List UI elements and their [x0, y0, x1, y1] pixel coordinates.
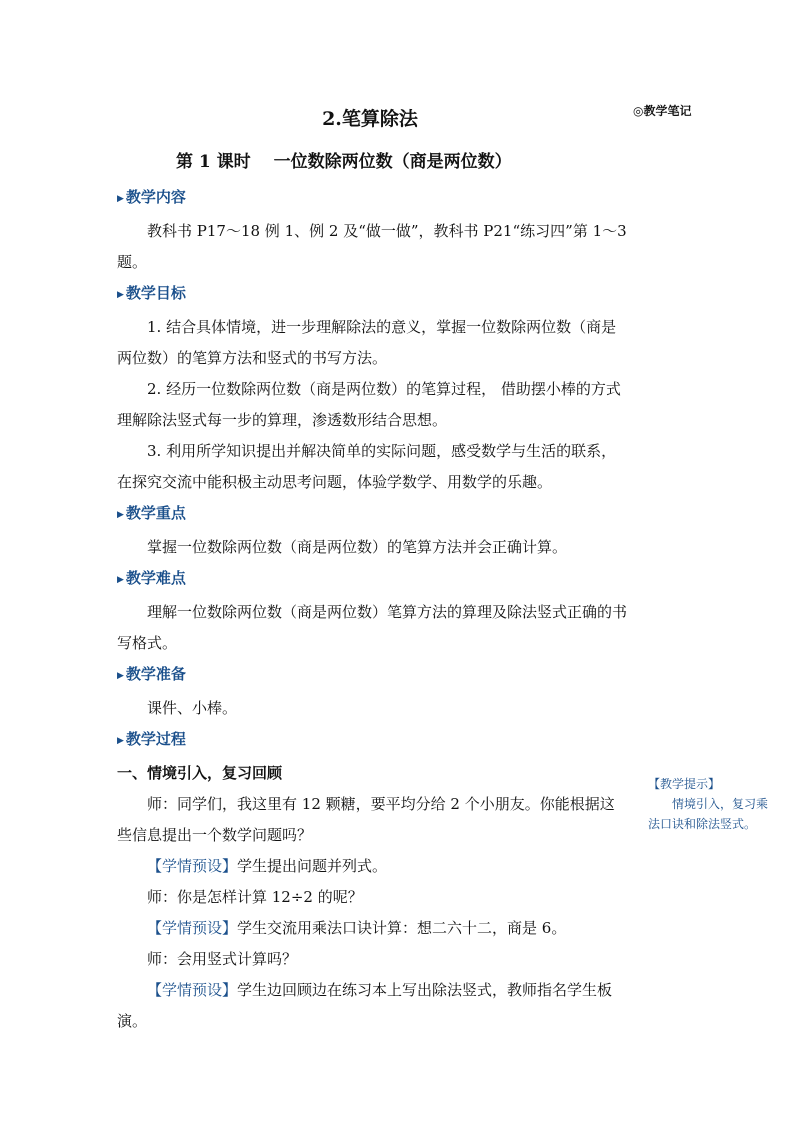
prediction-tag: 【学情预设】 [147, 857, 238, 875]
teaching-notes-label: ◎教学笔记 [633, 104, 692, 118]
prediction-tag: 【学情预设】 [147, 919, 238, 937]
heading-difficulties [117, 563, 627, 597]
teacher-line-3: 师：会用竖式计算吗？ [147, 950, 298, 968]
heading-label: 教学准备 [125, 665, 186, 683]
teaching-tip-box [648, 774, 774, 834]
prediction-text: 学生交流用乘法口诀计算：想二六十二，商是 6。 [237, 919, 567, 937]
heading-teaching-content [117, 182, 627, 216]
heading-key-points [117, 498, 627, 532]
heading-teaching-process [117, 724, 627, 758]
heading-label: 教学重点 [125, 504, 186, 522]
heading-label: 教学难点 [125, 569, 186, 587]
key-points-text: 掌握一位数除两位数（商是两位数）的笔算方法并会正确计算。 [147, 538, 568, 556]
triangle-bullet-icon: ▶ [117, 671, 124, 681]
section-title: 2.笔算除法 [322, 108, 418, 130]
teacher-line-2: 师：你是怎样计算 12÷2 的呢？ [147, 888, 363, 906]
prediction-text: 学生边回顾边在练习本上写出除法竖式，教师指名学生板演。 [117, 981, 613, 1030]
triangle-bullet-icon: ▶ [117, 575, 124, 585]
triangle-bullet-icon: ▶ [117, 736, 124, 746]
triangle-bullet-icon: ▶ [117, 290, 124, 300]
student-prediction-2 [117, 913, 627, 944]
goal-item-2: 2. 经历一位数除两位数（商是两位数）的笔算过程， 借助摆小棒的方式理解除法竖式每一步的算理，渗透数形结合思想。 [117, 380, 621, 429]
teaching-tip-text: 情境引入，复习乘法口诀和除法竖式。 [648, 797, 769, 831]
triangle-bullet-icon: ▶ [117, 510, 124, 520]
prediction-text: 学生提出问题并列式。 [237, 857, 388, 875]
teacher-line-1: 师：同学们，我这里有 12 颗糖，要平均分给 2 个小朋友。你能根据这些信息提出一个数学问题吗？ [117, 795, 615, 844]
heading-label: 教学过程 [125, 730, 186, 748]
goal-item-3: 3. 利用所学知识提出并解决简单的实际问题，感受数学与生活的联系，在探究交流中能积极主动思考问题，体验学数学、用数学的乐趣。 [117, 442, 617, 491]
heading-preparation [117, 659, 627, 693]
teaching-content-text: 教科书 P17～18 例 1、例 2 及“做一做”，教科书 P21“练习四”第 1～3 题。 [117, 222, 627, 271]
preparation-text: 课件、小棒。 [147, 699, 238, 717]
lesson-subtitle: 第 1 课时 一位数除两位数（商是两位数） [176, 152, 512, 172]
difficulties-text: 理解一位数除两位数（商是两位数）笔算方法的算理及除法竖式正确的书写格式。 [117, 603, 628, 652]
triangle-bullet-icon: ▶ [117, 194, 124, 204]
heading-teaching-goals [117, 278, 627, 312]
goal-item-1: 1. 结合具体情境，进一步理解除法的意义，掌握一位数除两位数（商是两位数）的笔算方法和竖式的书写方法。 [117, 318, 617, 367]
lesson-content [117, 182, 627, 1037]
student-prediction-1 [117, 851, 627, 882]
heading-label: 教学内容 [125, 188, 186, 206]
step-title: 一、情境引入，复习回顾 [117, 764, 283, 782]
prediction-tag: 【学情预设】 [147, 981, 238, 999]
teaching-tip-title: 【教学提示】 [648, 777, 721, 791]
heading-label: 教学目标 [125, 284, 186, 302]
student-prediction-3 [117, 975, 627, 1037]
